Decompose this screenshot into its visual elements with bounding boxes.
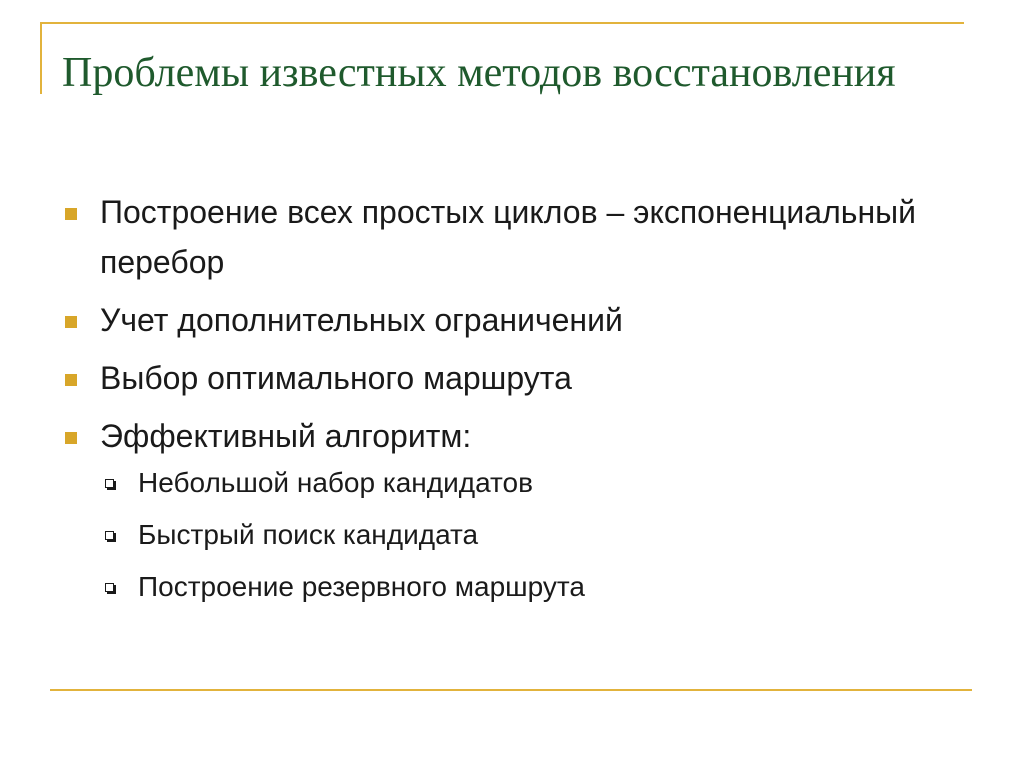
hollow-square-bullet-icon: [105, 479, 114, 488]
frame-left-line: [40, 22, 42, 94]
frame-top-line: [40, 22, 964, 24]
slide-content: [60, 187, 960, 619]
sub-bullet-list: [100, 463, 960, 607]
slide-title: Проблемы известных методов восстановления: [62, 50, 896, 96]
square-bullet-icon: [65, 432, 77, 444]
hollow-square-bullet-icon: [105, 531, 114, 540]
bullet-item: [60, 187, 960, 287]
bullet-text: Учет дополнительных ограничений: [100, 302, 623, 338]
sub-bullet-text: Быстрый поиск кандидата: [138, 519, 479, 550]
sub-bullet-item: [100, 515, 960, 555]
bullet-item: [60, 353, 960, 403]
bullet-text: Построение всех простых циклов – экспоненциальный перебор: [100, 194, 916, 280]
sub-bullet-item: [100, 567, 960, 607]
sub-bullet-item: [100, 463, 960, 503]
bullet-text: Выбор оптимального маршрута: [100, 360, 572, 396]
square-bullet-icon: [65, 374, 77, 386]
frame-bottom-line: [50, 689, 972, 691]
sub-bullet-text: Небольшой набор кандидатов: [138, 467, 533, 498]
bullet-item: [60, 295, 960, 345]
square-bullet-icon: [65, 316, 77, 328]
hollow-square-bullet-icon: [105, 583, 114, 592]
bullet-item: [60, 411, 960, 607]
sub-bullet-text: Построение резервного маршрута: [138, 571, 585, 602]
bullet-list: [60, 187, 960, 607]
square-bullet-icon: [65, 208, 77, 220]
bullet-text: Эффективный алгоритм:: [100, 418, 472, 454]
